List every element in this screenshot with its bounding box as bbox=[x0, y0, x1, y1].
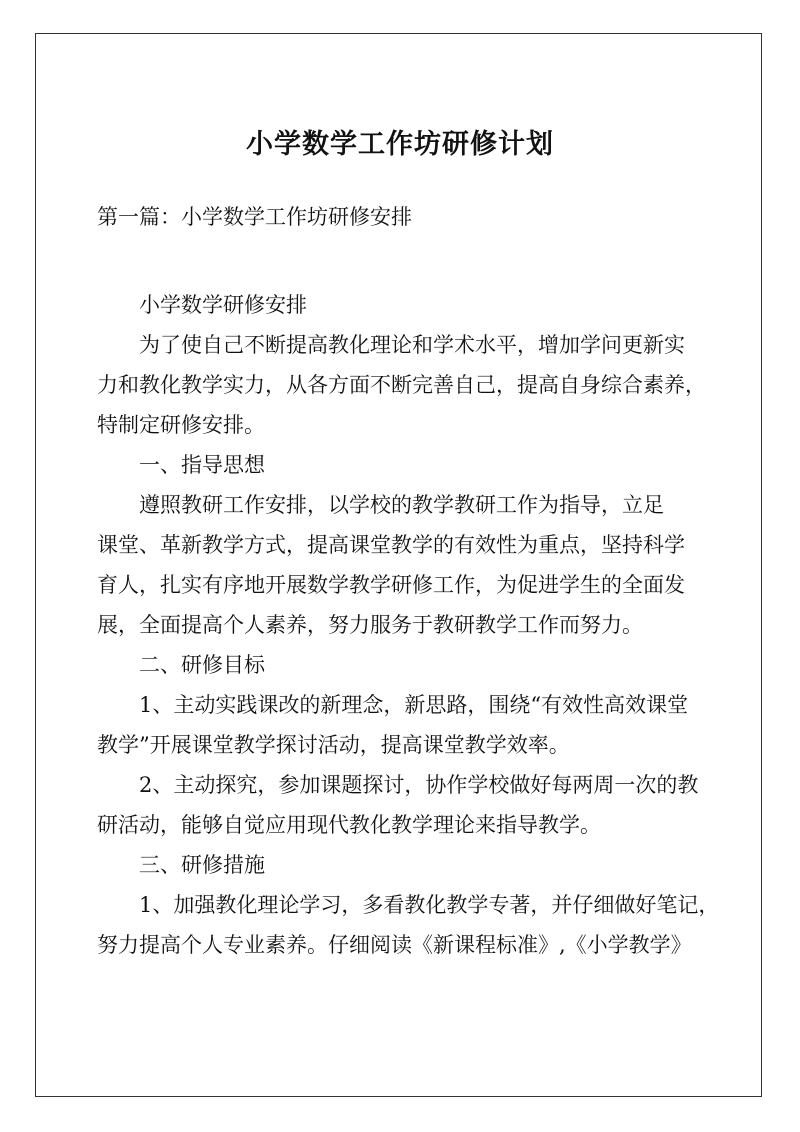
text-line: 二、研修目标 bbox=[139, 653, 265, 677]
chapter-heading: 第一篇：小学数学工作坊研修安排 bbox=[97, 205, 412, 229]
text-line: 育人，扎实有序地开展数学教学研修工作，为促进学生的全面发 bbox=[97, 573, 685, 597]
section-heading-measures bbox=[97, 845, 703, 885]
text-line: 教学”开展课堂教学探讨活动，提高课堂教学效率。 bbox=[97, 733, 570, 757]
paragraph-measure-1 bbox=[97, 885, 720, 965]
section-heading-guiding-ideology bbox=[97, 445, 703, 485]
text-line: 特制定研修安排。 bbox=[97, 413, 265, 437]
paragraph-intro bbox=[97, 325, 706, 445]
paragraph-subtitle bbox=[97, 285, 703, 325]
text-line: 2、主动探究，参加课题探讨，协作学校做好每两周一次的教 bbox=[139, 773, 699, 797]
text-line: 力和教化教学实力，从各方面不断完善自己，提高自身综合素养， bbox=[97, 373, 706, 397]
text-line: 努力提高个人专业素养。仔细阅读《新课程标准》,《小学教学》 bbox=[97, 933, 692, 957]
paragraph-guiding-ideology bbox=[97, 485, 703, 645]
text-line: 研活动，能够自觉应用现代教化教学理论来指导教学。 bbox=[97, 813, 601, 837]
text-line: 1、主动实践课改的新理念，新思路，围绕“有效性高效课堂 bbox=[139, 693, 689, 717]
section-heading-goals bbox=[97, 645, 703, 685]
text-line: 一、指导思想 bbox=[139, 453, 265, 477]
document-title: 小学数学工作坊研修计划 bbox=[246, 129, 554, 160]
text-line: 三、研修措施 bbox=[139, 853, 265, 877]
paragraph-goal-2 bbox=[97, 765, 703, 845]
text-line: 小学数学研修安排 bbox=[139, 293, 307, 317]
text-line: 展，全面提高个人素养，努力服务于教研教学工作而努力。 bbox=[97, 613, 643, 637]
text-line: 遵照教研工作安排，以学校的教学教研工作为指导，立足 bbox=[139, 493, 664, 517]
text-line: 为了使自己不断提高教化理论和学术水平，增加学问更新实 bbox=[139, 333, 685, 357]
text-line: 课堂、革新教学方式，提高课堂教学的有效性为重点，坚持科学 bbox=[97, 533, 685, 557]
document-body bbox=[97, 285, 720, 965]
paragraph-goal-1 bbox=[97, 685, 703, 765]
text-line: 1、加强教化理论学习，多看教化教学专著，并仔细做好笔记， bbox=[139, 893, 720, 917]
